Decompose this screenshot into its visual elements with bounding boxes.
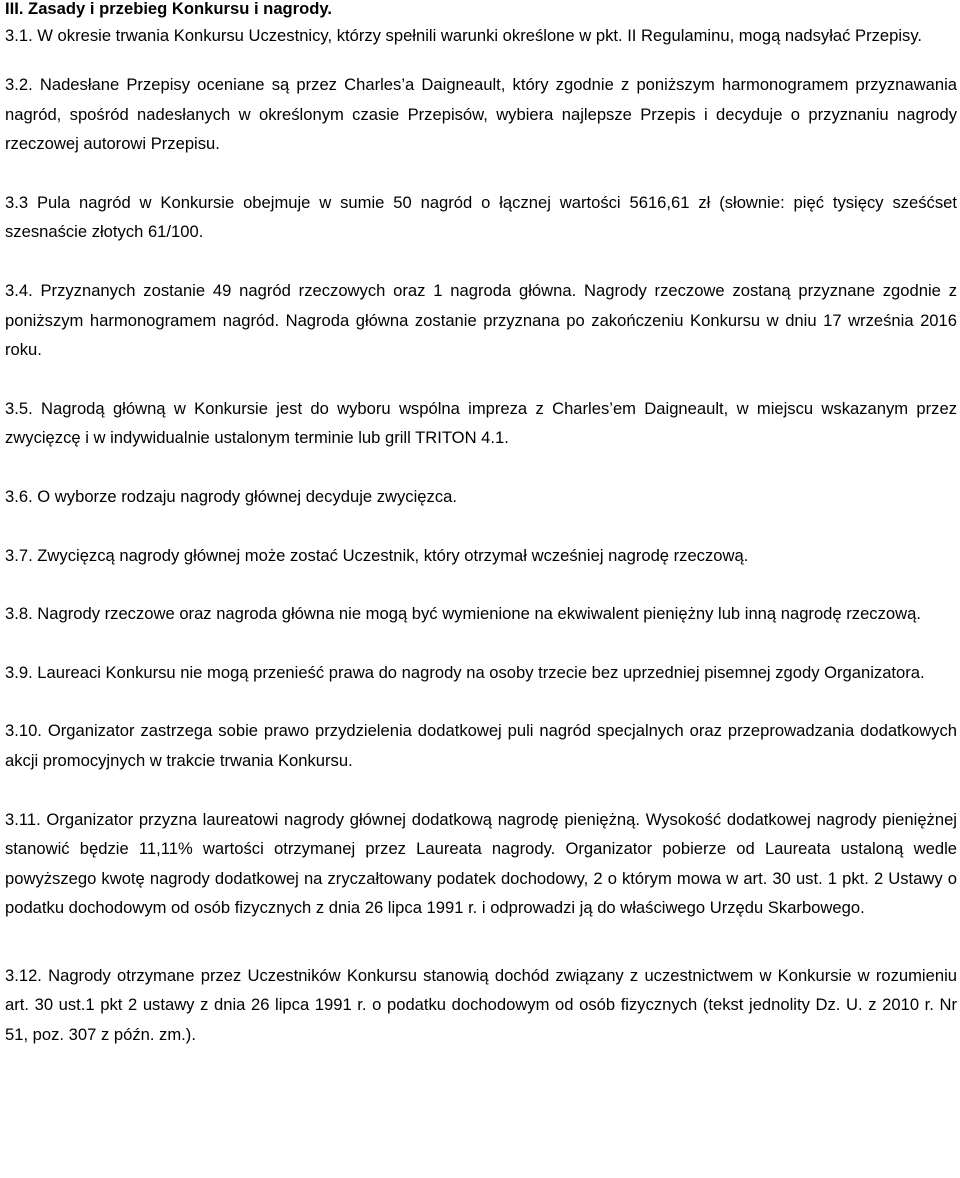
paragraph-3-3: 3.3 Pula nagród w Konkursie obejmuje w sumie 50 nagród o łącznej wartości 5616,61 zł (słownie: pięć tysięcy sześćset szesnaście złotych 61/100. bbox=[5, 192, 957, 242]
paragraph-3-9: 3.9. Laureaci Konkursu nie mogą przenieść prawa do nagrody na osoby trzecie bez uprzedniej pisemnej zgody Organizatora. bbox=[5, 662, 925, 682]
paragraph-3-12: 3.12. Nagrody otrzymane przez Uczestników Konkursu stanowią dochód związany z uczestnictwem w Konkursie w rozumieniu art. 30 ust.1 pkt 2 ustawy z dnia 26 lipca 1991 r. o podatku dochodowym od osób fizycznych (tekst jednolity Dz. U. z 2010 r. Nr 51, poz. 307 z późn. zm.). bbox=[5, 965, 957, 1044]
paragraph-3-5: 3.5. Nagrodą główną w Konkursie jest do wyboru wspólna impreza z Charles’em Daigneault, w miejscu wskazanym przez zwycięzcę i w indywidualnie ustalonym terminie lub grill TRITON 4.1. bbox=[5, 398, 957, 448]
paragraph-3-10: 3.10. Organizator zastrzega sobie prawo przydzielenia dodatkowej puli nagród specjalnych oraz przeprowadzania dodatkowych akcji promocyjnych w trakcie trwania Konkursu. bbox=[5, 721, 957, 770]
section-heading: III. Zasady i przebieg Konkursu i nagrody. bbox=[5, 0, 333, 18]
paragraph-3-8: 3.8. Nagrody rzeczowe oraz nagroda główna nie mogą być wymienione na ekwiwalent pieniężny lub inną nagrodę rzeczową. bbox=[5, 604, 921, 624]
document-body bbox=[5, 0, 957, 1049]
paragraph-3-1: 3.1. W okresie trwania Konkursu Uczestnicy, którzy spełnili warunki określone w pkt. II Regulaminu, mogą nadsyłać Przepisy. bbox=[5, 26, 923, 45]
paragraph-3-7: 3.7. Zwycięzcą nagrody głównej może zostać Uczestnik, który otrzymał wcześniej nagrodę rzeczową. bbox=[5, 545, 749, 565]
paragraph-3-4: 3.4. Przyznanych zostanie 49 nagród rzeczowych oraz 1 nagroda główna. Nagrody rzeczowe zostaną przyznane zgodnie z poniższym harmonogramem nagród. Nagroda główna zostanie przyznana po zakończeniu Konkursu w dniu 17 września 2016 roku. bbox=[5, 280, 957, 360]
paragraph-3-11: 3.11. Organizator przyzna laureatowi nagrody głównej dodatkową nagrodę pieniężną. Wysokość dodatkowej nagrody pieniężnej stanowić będzie 11,11% wartości otrzymanej przez Laureata nagrody. Organizator pobierze od Laureata ustaloną wedle powyższego kwotę nagrody dodatkowej na zryczałtowany podatek dochodowy, 2 o którym mowa w art. 30 ust. 1 pkt. 2 Ustawy o podatku dochodowym od osób fizycznych z dnia 26 lipca 1991 r. i odprowadzi ją do właściwego Urzędu Skarbowego. bbox=[5, 809, 957, 917]
paragraph-3-2: 3.2. Nadesłane Przepisy oceniane są przez Charles’a Daigneault, który zgodnie z poniższym harmonogramem przyznawania nagród, spośród nadesłanych w określonym czasie Przepisów, wybiera najlepsze Przepis i decyduje o przyznaniu nagrody rzeczowej autorowi Przepisu. bbox=[5, 75, 957, 154]
paragraph-3-6: 3.6. O wyborze rodzaju nagrody głównej decyduje zwycięzca. bbox=[5, 486, 457, 506]
